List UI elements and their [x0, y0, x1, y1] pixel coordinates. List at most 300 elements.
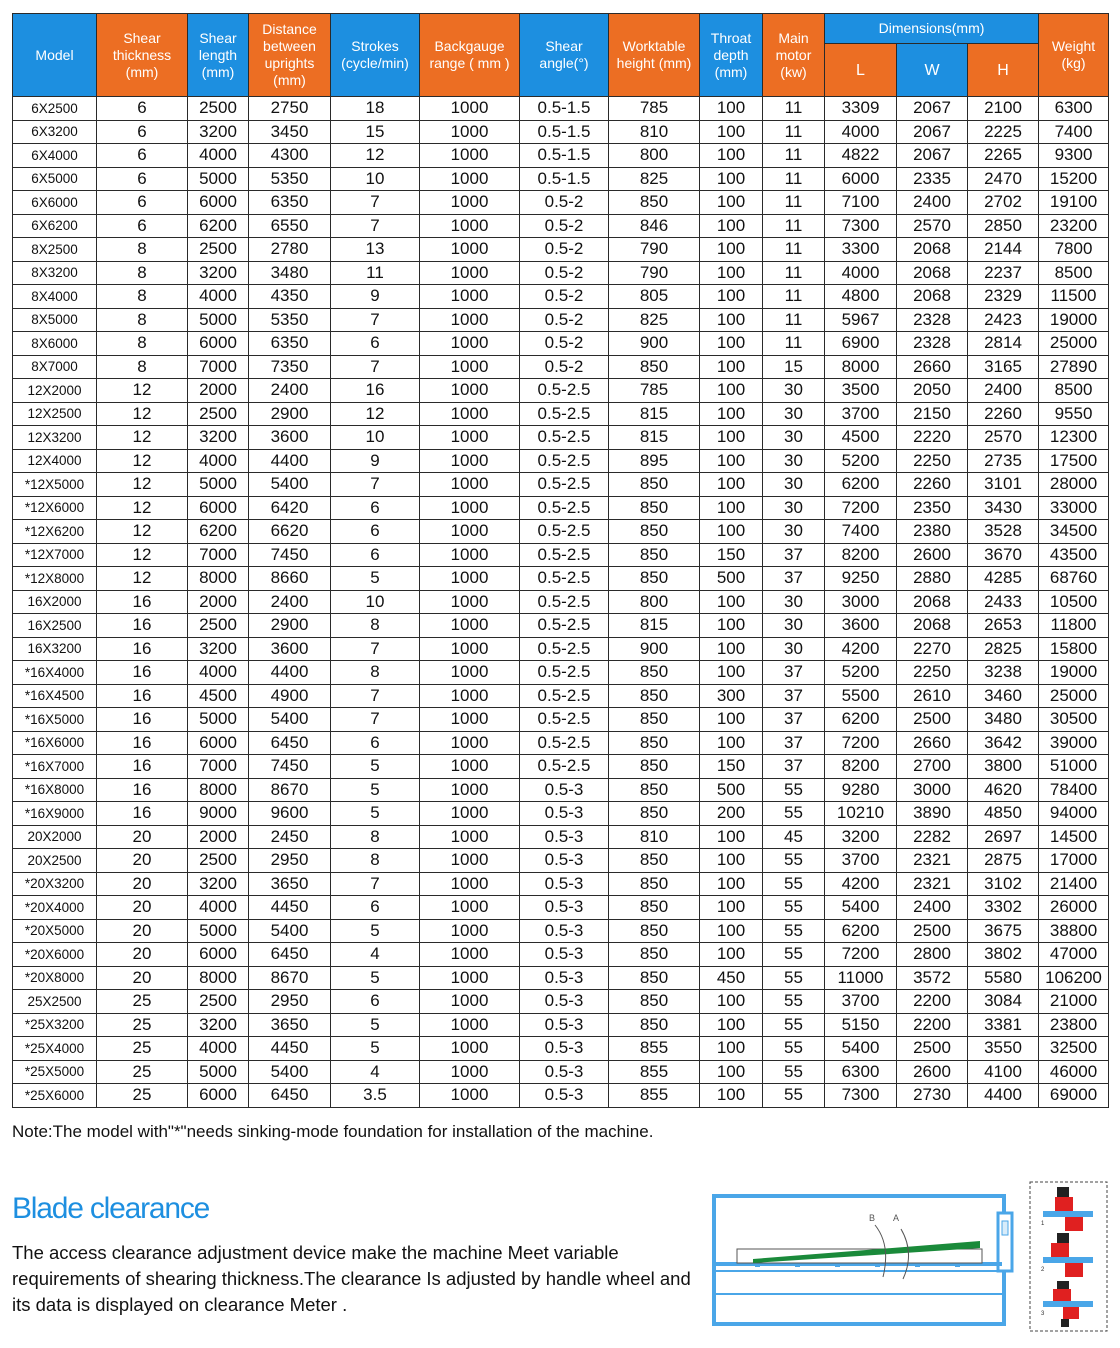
cell-dim-l: 4000 — [825, 261, 897, 285]
cell-main-motor: 55 — [763, 778, 825, 802]
cell-worktable-height: 850 — [609, 708, 700, 732]
cell-strokes: 5 — [331, 919, 420, 943]
cell-strokes: 5 — [331, 802, 420, 826]
cell-shear-thickness: 6 — [97, 167, 188, 191]
cell-distance-uprights: 8670 — [249, 778, 331, 802]
cell-main-motor: 55 — [763, 943, 825, 967]
cell-model: *20X5000 — [13, 919, 97, 943]
cell-model: 16X3200 — [13, 637, 97, 661]
cell-dim-h: 2260 — [968, 402, 1039, 426]
cell-shear-thickness: 20 — [97, 943, 188, 967]
cell-throat-depth: 100 — [700, 355, 763, 379]
cell-shear-angle: 0.5-3 — [520, 966, 609, 990]
cell-model: *16X7000 — [13, 755, 97, 779]
cell-distance-uprights: 4900 — [249, 684, 331, 708]
table-row — [13, 1060, 1109, 1084]
cell-backgauge-range: 1000 — [420, 849, 520, 873]
cell-backgauge-range: 1000 — [420, 355, 520, 379]
cell-strokes: 7 — [331, 214, 420, 238]
cell-distance-uprights: 3480 — [249, 261, 331, 285]
cell-dim-l: 4000 — [825, 120, 897, 144]
cell-dim-l: 5967 — [825, 308, 897, 332]
cell-throat-depth: 100 — [700, 896, 763, 920]
cell-shear-length: 5000 — [188, 308, 249, 332]
cell-shear-thickness: 12 — [97, 449, 188, 473]
cell-distance-uprights: 4450 — [249, 896, 331, 920]
cell-throat-depth: 100 — [700, 637, 763, 661]
cell-throat-depth: 500 — [700, 567, 763, 591]
cell-shear-thickness: 12 — [97, 543, 188, 567]
cell-distance-uprights: 3650 — [249, 1013, 331, 1037]
cell-dim-l: 6200 — [825, 473, 897, 497]
cell-dim-w: 2880 — [897, 567, 968, 591]
cell-model: 12X2500 — [13, 402, 97, 426]
cell-weight: 19000 — [1039, 661, 1109, 685]
table-row — [13, 590, 1109, 614]
cell-strokes: 10 — [331, 426, 420, 450]
cell-dim-h: 3381 — [968, 1013, 1039, 1037]
cell-shear-angle: 0.5-2 — [520, 308, 609, 332]
cell-distance-uprights: 5350 — [249, 167, 331, 191]
spec-table — [12, 13, 1109, 1108]
cell-shear-thickness: 12 — [97, 402, 188, 426]
cell-shear-length: 6000 — [188, 1084, 249, 1108]
cell-main-motor: 11 — [763, 261, 825, 285]
cell-main-motor: 30 — [763, 449, 825, 473]
cell-shear-angle: 0.5-2.5 — [520, 449, 609, 473]
header-weight: Weight (kg) — [1039, 14, 1109, 97]
cell-shear-angle: 0.5-3 — [520, 849, 609, 873]
cell-worktable-height: 825 — [609, 167, 700, 191]
cell-model: 8X2500 — [13, 238, 97, 262]
cell-dim-h: 2825 — [968, 637, 1039, 661]
cell-shear-thickness: 8 — [97, 355, 188, 379]
cell-strokes: 9 — [331, 285, 420, 309]
cell-shear-length: 3200 — [188, 120, 249, 144]
cell-model: *12X5000 — [13, 473, 97, 497]
cell-shear-length: 6000 — [188, 496, 249, 520]
cell-dim-w: 2067 — [897, 144, 968, 168]
cell-strokes: 8 — [331, 849, 420, 873]
cell-model: *20X4000 — [13, 896, 97, 920]
cell-distance-uprights: 4350 — [249, 285, 331, 309]
table-row — [13, 120, 1109, 144]
cell-shear-thickness: 8 — [97, 238, 188, 262]
cell-model: 6X6200 — [13, 214, 97, 238]
cell-strokes: 7 — [331, 473, 420, 497]
cell-shear-length: 6200 — [188, 214, 249, 238]
cell-dim-w: 2067 — [897, 97, 968, 121]
cell-strokes: 5 — [331, 1013, 420, 1037]
cell-dim-l: 4800 — [825, 285, 897, 309]
cell-dim-w: 2660 — [897, 731, 968, 755]
cell-weight: 7400 — [1039, 120, 1109, 144]
cell-shear-thickness: 16 — [97, 708, 188, 732]
cell-model: *16X4000 — [13, 661, 97, 685]
cell-worktable-height: 800 — [609, 144, 700, 168]
cell-distance-uprights: 5400 — [249, 473, 331, 497]
cell-dim-h: 2814 — [968, 332, 1039, 356]
cell-dim-l: 3500 — [825, 379, 897, 403]
cell-dim-l: 3600 — [825, 614, 897, 638]
cell-throat-depth: 100 — [700, 332, 763, 356]
cell-shear-length: 6000 — [188, 191, 249, 215]
cell-shear-angle: 0.5-3 — [520, 1013, 609, 1037]
header-backgauge-range: Backgauge range ( mm ) — [420, 14, 520, 97]
cell-shear-length: 5000 — [188, 919, 249, 943]
cell-dim-l: 6200 — [825, 708, 897, 732]
cell-dim-w: 2250 — [897, 449, 968, 473]
cell-main-motor: 37 — [763, 731, 825, 755]
cell-model: *12X6000 — [13, 496, 97, 520]
cell-strokes: 5 — [331, 966, 420, 990]
cell-dim-w: 2050 — [897, 379, 968, 403]
cell-strokes: 8 — [331, 825, 420, 849]
cell-dim-h: 3675 — [968, 919, 1039, 943]
cell-worktable-height: 810 — [609, 825, 700, 849]
cell-strokes: 7 — [331, 684, 420, 708]
cell-dim-w: 2500 — [897, 919, 968, 943]
cell-shear-length: 2000 — [188, 590, 249, 614]
cell-throat-depth: 100 — [700, 308, 763, 332]
cell-worktable-height: 855 — [609, 1060, 700, 1084]
cell-strokes: 7 — [331, 191, 420, 215]
cell-model: *16X5000 — [13, 708, 97, 732]
cell-model: 16X2000 — [13, 590, 97, 614]
cell-dim-h: 4100 — [968, 1060, 1039, 1084]
cell-throat-depth: 100 — [700, 120, 763, 144]
cell-distance-uprights: 7350 — [249, 355, 331, 379]
cell-shear-thickness: 20 — [97, 825, 188, 849]
table-row — [13, 684, 1109, 708]
cell-shear-length: 8000 — [188, 966, 249, 990]
cell-dim-h: 2433 — [968, 590, 1039, 614]
cell-shear-length: 2500 — [188, 97, 249, 121]
cell-distance-uprights: 6350 — [249, 191, 331, 215]
cell-shear-angle: 0.5-2 — [520, 355, 609, 379]
cell-dim-l: 10210 — [825, 802, 897, 826]
cell-worktable-height: 805 — [609, 285, 700, 309]
cell-strokes: 15 — [331, 120, 420, 144]
cell-dim-h: 3101 — [968, 473, 1039, 497]
cell-shear-angle: 0.5-2.5 — [520, 708, 609, 732]
cell-main-motor: 37 — [763, 708, 825, 732]
cell-strokes: 4 — [331, 943, 420, 967]
cell-backgauge-range: 1000 — [420, 567, 520, 591]
cell-backgauge-range: 1000 — [420, 590, 520, 614]
cell-distance-uprights: 6450 — [249, 1084, 331, 1108]
cell-strokes: 6 — [331, 520, 420, 544]
cell-backgauge-range: 1000 — [420, 896, 520, 920]
cell-main-motor: 55 — [763, 802, 825, 826]
cell-distance-uprights: 6420 — [249, 496, 331, 520]
cell-shear-length: 6200 — [188, 520, 249, 544]
cell-dim-l: 7100 — [825, 191, 897, 215]
cell-worktable-height: 800 — [609, 590, 700, 614]
cell-worktable-height: 850 — [609, 966, 700, 990]
cell-dim-w: 3890 — [897, 802, 968, 826]
cell-weight: 28000 — [1039, 473, 1109, 497]
cell-shear-thickness: 12 — [97, 473, 188, 497]
cell-throat-depth: 100 — [700, 473, 763, 497]
cell-throat-depth: 100 — [700, 849, 763, 873]
cell-dim-h: 2144 — [968, 238, 1039, 262]
cell-shear-length: 3200 — [188, 637, 249, 661]
cell-distance-uprights: 5350 — [249, 308, 331, 332]
cell-throat-depth: 100 — [700, 496, 763, 520]
cell-shear-angle: 0.5-2.5 — [520, 473, 609, 497]
cell-worktable-height: 900 — [609, 332, 700, 356]
cell-throat-depth: 300 — [700, 684, 763, 708]
cell-dim-h: 2702 — [968, 191, 1039, 215]
cell-main-motor: 55 — [763, 896, 825, 920]
cell-dim-w: 2068 — [897, 261, 968, 285]
cell-dim-w: 2350 — [897, 496, 968, 520]
cell-shear-thickness: 12 — [97, 379, 188, 403]
cell-worktable-height: 850 — [609, 919, 700, 943]
table-row — [13, 402, 1109, 426]
cell-shear-length: 3200 — [188, 426, 249, 450]
cell-main-motor: 55 — [763, 1060, 825, 1084]
cell-dim-h: 2400 — [968, 379, 1039, 403]
cell-dim-h: 2875 — [968, 849, 1039, 873]
header-worktable-height: Worktable height (mm) — [609, 14, 700, 97]
cell-weight: 69000 — [1039, 1084, 1109, 1108]
cell-shear-angle: 0.5-2.5 — [520, 755, 609, 779]
table-row — [13, 802, 1109, 826]
cell-weight: 11800 — [1039, 614, 1109, 638]
cell-dim-h: 4850 — [968, 802, 1039, 826]
cell-dim-h: 3302 — [968, 896, 1039, 920]
cell-model: *16X4500 — [13, 684, 97, 708]
cell-shear-length: 7000 — [188, 543, 249, 567]
cell-distance-uprights: 2780 — [249, 238, 331, 262]
cell-shear-angle: 0.5-2.5 — [520, 496, 609, 520]
cell-shear-thickness: 16 — [97, 778, 188, 802]
cell-strokes: 4 — [331, 1060, 420, 1084]
table-row — [13, 520, 1109, 544]
cell-shear-thickness: 16 — [97, 731, 188, 755]
cell-weight: 17500 — [1039, 449, 1109, 473]
cell-backgauge-range: 1000 — [420, 426, 520, 450]
cell-strokes: 8 — [331, 661, 420, 685]
cell-shear-thickness: 6 — [97, 97, 188, 121]
cell-shear-length: 6000 — [188, 731, 249, 755]
cell-dim-w: 2660 — [897, 355, 968, 379]
cell-dim-l: 8000 — [825, 355, 897, 379]
cell-distance-uprights: 3600 — [249, 637, 331, 661]
table-row — [13, 379, 1109, 403]
cell-shear-angle: 0.5-3 — [520, 1037, 609, 1061]
cell-dim-h: 2653 — [968, 614, 1039, 638]
cell-dim-w: 2260 — [897, 473, 968, 497]
cell-shear-thickness: 6 — [97, 191, 188, 215]
cell-shear-length: 5000 — [188, 1060, 249, 1084]
cell-worktable-height: 850 — [609, 661, 700, 685]
cell-shear-angle: 0.5-2.5 — [520, 567, 609, 591]
table-row — [13, 872, 1109, 896]
cell-dim-h: 2470 — [968, 167, 1039, 191]
cell-distance-uprights: 6350 — [249, 332, 331, 356]
cell-distance-uprights: 2400 — [249, 379, 331, 403]
cell-backgauge-range: 1000 — [420, 802, 520, 826]
cell-throat-depth: 100 — [700, 402, 763, 426]
cell-worktable-height: 900 — [609, 637, 700, 661]
cell-dim-w: 2068 — [897, 238, 968, 262]
cell-shear-length: 5000 — [188, 167, 249, 191]
table-row — [13, 426, 1109, 450]
cell-distance-uprights: 4450 — [249, 1037, 331, 1061]
cell-shear-length: 4000 — [188, 661, 249, 685]
header-dim-l: L — [825, 44, 897, 97]
cell-dim-l: 3309 — [825, 97, 897, 121]
cell-dim-l: 8200 — [825, 755, 897, 779]
cell-dim-w: 2150 — [897, 402, 968, 426]
cell-shear-thickness: 12 — [97, 496, 188, 520]
cell-strokes: 6 — [331, 332, 420, 356]
cell-backgauge-range: 1000 — [420, 731, 520, 755]
cell-dim-w: 2282 — [897, 825, 968, 849]
cell-shear-thickness: 20 — [97, 896, 188, 920]
cell-dim-w: 2068 — [897, 590, 968, 614]
cell-worktable-height: 815 — [609, 614, 700, 638]
cell-dim-w: 2730 — [897, 1084, 968, 1108]
table-row — [13, 567, 1109, 591]
cell-dim-h: 4400 — [968, 1084, 1039, 1108]
cell-shear-thickness: 16 — [97, 661, 188, 685]
cell-dim-w: 2220 — [897, 426, 968, 450]
cell-shear-angle: 0.5-3 — [520, 1084, 609, 1108]
cell-weight: 94000 — [1039, 802, 1109, 826]
cell-shear-angle: 0.5-3 — [520, 896, 609, 920]
cell-shear-length: 2000 — [188, 825, 249, 849]
cell-throat-depth: 100 — [700, 167, 763, 191]
cell-model: 12X4000 — [13, 449, 97, 473]
cell-weight: 21400 — [1039, 872, 1109, 896]
cell-shear-thickness: 16 — [97, 802, 188, 826]
cell-backgauge-range: 1000 — [420, 661, 520, 685]
cell-shear-angle: 0.5-2.5 — [520, 402, 609, 426]
cell-model: *25X3200 — [13, 1013, 97, 1037]
cell-distance-uprights: 7450 — [249, 543, 331, 567]
cell-shear-thickness: 25 — [97, 1037, 188, 1061]
cell-throat-depth: 450 — [700, 966, 763, 990]
cell-dim-l: 6000 — [825, 167, 897, 191]
cell-throat-depth: 100 — [700, 990, 763, 1014]
cell-dim-l: 4200 — [825, 637, 897, 661]
cell-strokes: 7 — [331, 308, 420, 332]
cell-throat-depth: 100 — [700, 872, 763, 896]
cell-model: *12X7000 — [13, 543, 97, 567]
cell-dim-h: 3670 — [968, 543, 1039, 567]
cell-main-motor: 11 — [763, 214, 825, 238]
cell-dim-l: 7300 — [825, 214, 897, 238]
cell-worktable-height: 850 — [609, 778, 700, 802]
cell-weight: 25000 — [1039, 332, 1109, 356]
table-row — [13, 496, 1109, 520]
cell-weight: 11500 — [1039, 285, 1109, 309]
cell-worktable-height: 810 — [609, 120, 700, 144]
cell-backgauge-range: 1000 — [420, 308, 520, 332]
cell-shear-angle: 0.5-1.5 — [520, 167, 609, 191]
cell-dim-l: 3700 — [825, 849, 897, 873]
cell-throat-depth: 100 — [700, 661, 763, 685]
cell-shear-thickness: 6 — [97, 214, 188, 238]
cell-backgauge-range: 1000 — [420, 1037, 520, 1061]
cell-backgauge-range: 1000 — [420, 332, 520, 356]
detail-label-1: 1 — [1041, 1221, 1045, 1227]
cell-shear-thickness: 6 — [97, 144, 188, 168]
cell-shear-angle: 0.5-2 — [520, 285, 609, 309]
header-strokes: Strokes (cycle/min) — [331, 14, 420, 97]
cell-dim-h: 3460 — [968, 684, 1039, 708]
cell-shear-thickness: 25 — [97, 1013, 188, 1037]
cell-shear-length: 7000 — [188, 355, 249, 379]
cell-dim-w: 2328 — [897, 308, 968, 332]
cell-weight: 68760 — [1039, 567, 1109, 591]
cell-shear-length: 4000 — [188, 896, 249, 920]
cell-dim-w: 2600 — [897, 1060, 968, 1084]
cell-worktable-height: 850 — [609, 543, 700, 567]
cell-worktable-height: 790 — [609, 238, 700, 262]
header-dim-w: W — [897, 44, 968, 97]
cell-dim-h: 3480 — [968, 708, 1039, 732]
cell-dim-w: 2500 — [897, 708, 968, 732]
cell-model: *12X6200 — [13, 520, 97, 544]
cell-shear-length: 9000 — [188, 802, 249, 826]
cell-dim-l: 7200 — [825, 943, 897, 967]
cell-backgauge-range: 1000 — [420, 990, 520, 1014]
cell-shear-angle: 0.5-3 — [520, 802, 609, 826]
cell-model: 12X3200 — [13, 426, 97, 450]
cell-throat-depth: 100 — [700, 144, 763, 168]
cell-shear-length: 3200 — [188, 261, 249, 285]
cell-backgauge-range: 1000 — [420, 825, 520, 849]
cell-dim-l: 5200 — [825, 449, 897, 473]
cell-backgauge-range: 1000 — [420, 778, 520, 802]
cell-backgauge-range: 1000 — [420, 708, 520, 732]
cell-backgauge-range: 1000 — [420, 1060, 520, 1084]
cell-worktable-height: 850 — [609, 496, 700, 520]
cell-main-motor: 11 — [763, 167, 825, 191]
cell-backgauge-range: 1000 — [420, 449, 520, 473]
cell-main-motor: 55 — [763, 966, 825, 990]
cell-model: *12X8000 — [13, 567, 97, 591]
cell-main-motor: 55 — [763, 1037, 825, 1061]
cell-distance-uprights: 2900 — [249, 614, 331, 638]
detail-label-3: 3 — [1041, 1311, 1045, 1317]
cell-main-motor: 30 — [763, 520, 825, 544]
cell-backgauge-range: 1000 — [420, 191, 520, 215]
cell-worktable-height: 850 — [609, 191, 700, 215]
cell-dim-w: 2068 — [897, 285, 968, 309]
cell-strokes: 7 — [331, 355, 420, 379]
cell-worktable-height: 850 — [609, 755, 700, 779]
cell-dim-w: 2200 — [897, 990, 968, 1014]
cell-strokes: 10 — [331, 590, 420, 614]
cell-shear-length: 8000 — [188, 778, 249, 802]
cell-weight: 10500 — [1039, 590, 1109, 614]
cell-dim-h: 2100 — [968, 97, 1039, 121]
detail-label-2: 2 — [1041, 1267, 1045, 1273]
cell-dim-h: 2697 — [968, 825, 1039, 849]
cell-dim-h: 5580 — [968, 966, 1039, 990]
cell-model: 6X5000 — [13, 167, 97, 191]
cell-dim-w: 2321 — [897, 849, 968, 873]
table-row — [13, 731, 1109, 755]
cell-main-motor: 30 — [763, 614, 825, 638]
cell-distance-uprights: 3650 — [249, 872, 331, 896]
